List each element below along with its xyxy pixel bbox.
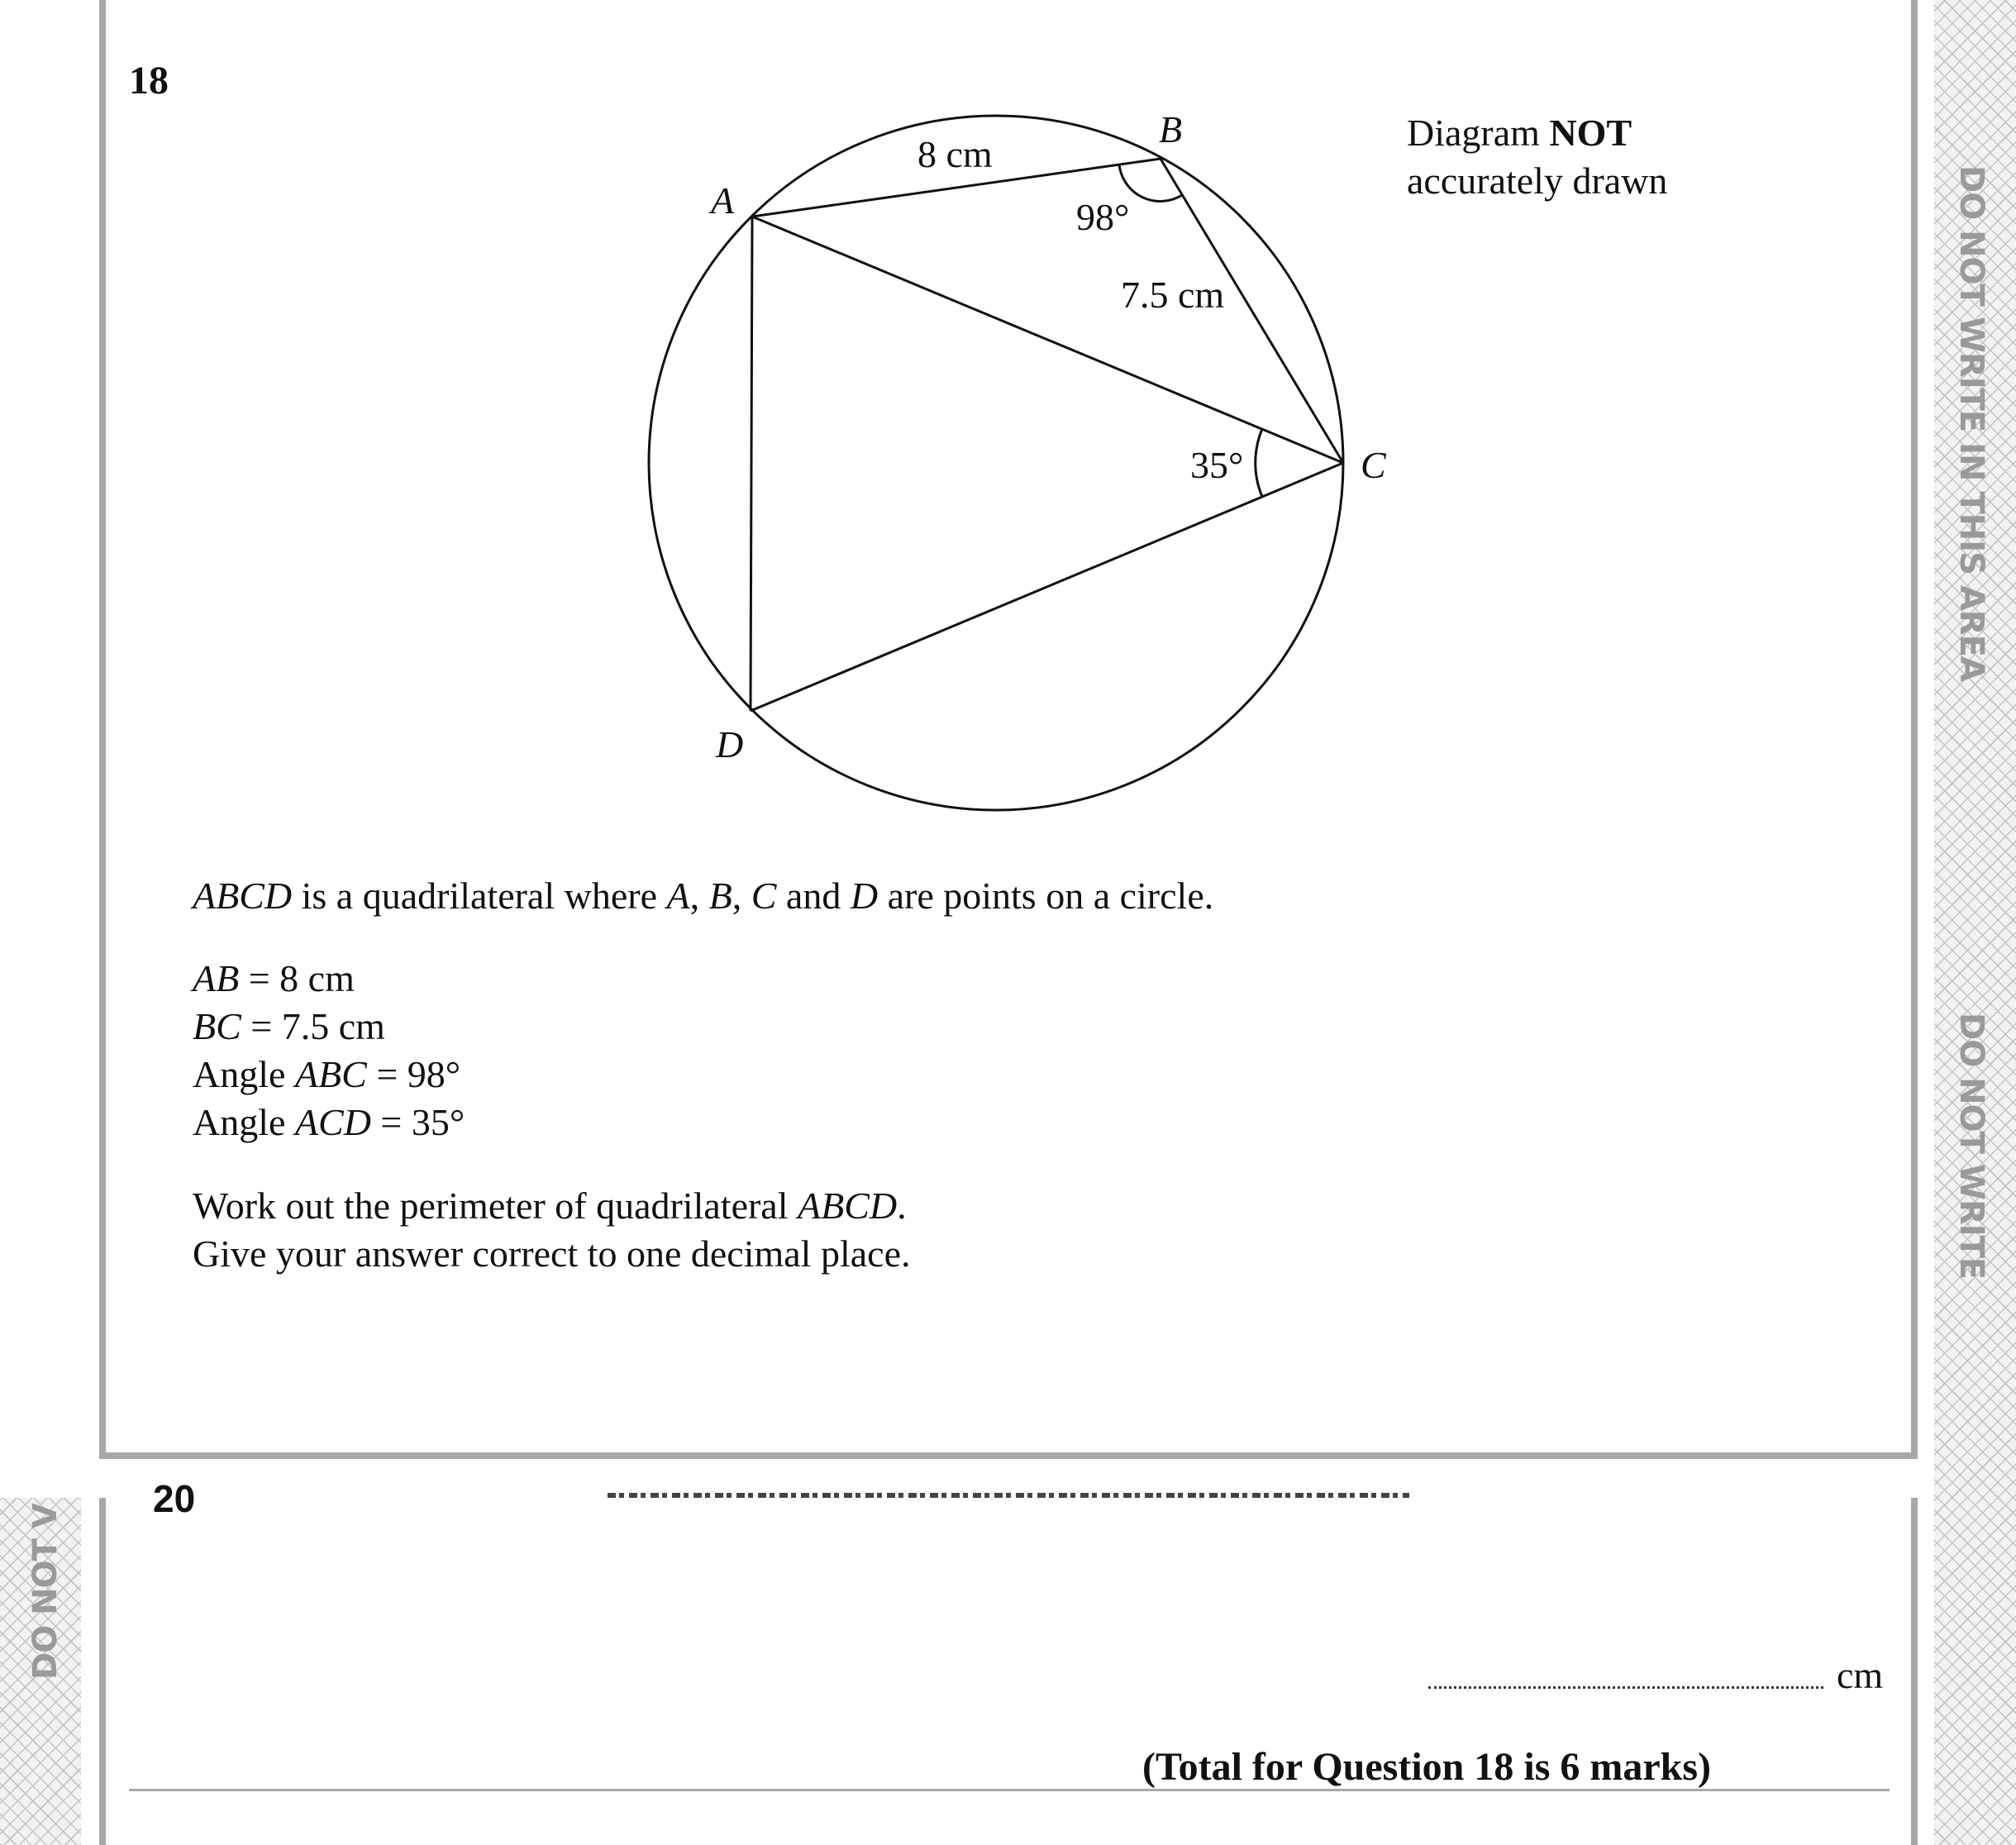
given-angle-acd: [193, 1099, 465, 1147]
task-line2: Give your answer correct to one decimal place.: [193, 1232, 911, 1275]
intro-sep2: ,: [732, 875, 751, 917]
edge-da: [751, 217, 752, 711]
point-label-c: C: [1361, 444, 1386, 486]
given-abc-name: ABC: [294, 1053, 367, 1095]
answer-dotted-line[interactable]: [1428, 1686, 1823, 1689]
lower-frame-left-rule: [99, 1498, 106, 1845]
edge-ac: [752, 217, 1343, 463]
page-frame-bottom-rule: [99, 1452, 1918, 1459]
question-total: (Total for Question 18 is 6 marks): [1142, 1745, 1712, 1789]
given-acd-name: ACD: [294, 1101, 371, 1143]
label-bc-length: 7.5 cm: [1121, 274, 1225, 316]
intro-subject: ABCD: [193, 875, 293, 917]
intro-text2: are points on a circle.: [878, 875, 1214, 917]
given-abc-value: = 98°: [366, 1053, 461, 1095]
lower-frame-right-rule: [1911, 1498, 1918, 1845]
given-ab-name: AB: [193, 957, 240, 999]
given-acd-value: = 35°: [370, 1101, 465, 1143]
point-label-b: B: [1159, 108, 1183, 150]
task-instructions: [193, 1182, 911, 1278]
intro-sentence: [193, 872, 1213, 920]
label-ab-length: 8 cm: [917, 133, 993, 175]
given-acd-prefix: Angle: [193, 1101, 295, 1143]
intro-sep1: ,: [689, 875, 709, 917]
diagram-note-line2: accurately drawn: [1407, 160, 1668, 202]
angle-acd-arc: [1256, 429, 1262, 497]
diagram-note-emphasis: NOT: [1549, 112, 1632, 154]
intro-point-b: B: [708, 875, 732, 917]
given-bc-value: = 7.5 cm: [241, 1005, 385, 1047]
intro-point-d: D: [850, 875, 879, 917]
question-number: 18: [129, 59, 169, 102]
left-margin-label: DO NOT V: [26, 1504, 64, 1680]
right-margin-label-bottom: DO NOT WRITE: [1952, 1013, 1990, 1280]
task-line1: [193, 1182, 911, 1230]
next-page-number: 20: [153, 1477, 196, 1520]
given-ab-value: = 8 cm: [239, 957, 355, 999]
given-ab: [193, 955, 465, 1003]
intro-and: and: [776, 875, 851, 917]
answer-unit: cm: [1837, 1654, 1884, 1696]
total-underline: [129, 1789, 1890, 1791]
given-abc-prefix: Angle: [193, 1053, 295, 1095]
given-bc-name: BC: [193, 1005, 241, 1047]
intro-point-a: A: [666, 875, 690, 917]
right-margin-label-top: DO NOT WRITE IN THIS AREA: [1952, 165, 1990, 681]
intro-text1: is a quadrilateral where: [292, 875, 667, 917]
label-angle-acd: 35°: [1190, 444, 1244, 486]
intro-point-c: C: [751, 875, 777, 917]
edge-cd: [751, 463, 1343, 711]
given-bc: [193, 1003, 465, 1051]
label-angle-abc: 98°: [1076, 196, 1130, 238]
diagram-note-prefix: Diagram: [1407, 112, 1550, 154]
given-values: [193, 955, 465, 1147]
given-angle-abc: [193, 1051, 465, 1099]
task-line1-shape: ABCD: [798, 1185, 898, 1227]
task-line1-prefix: Work out the perimeter of quadrilateral: [193, 1185, 798, 1227]
point-label-d: D: [716, 723, 744, 765]
cyclic-quadrilateral-diagram: [0, 0, 2016, 868]
point-label-a: A: [711, 179, 735, 222]
task-line1-suffix: .: [897, 1185, 907, 1227]
next-page-number-clip: [141, 1473, 215, 1520]
cut-header-strip: [608, 1493, 1409, 1498]
